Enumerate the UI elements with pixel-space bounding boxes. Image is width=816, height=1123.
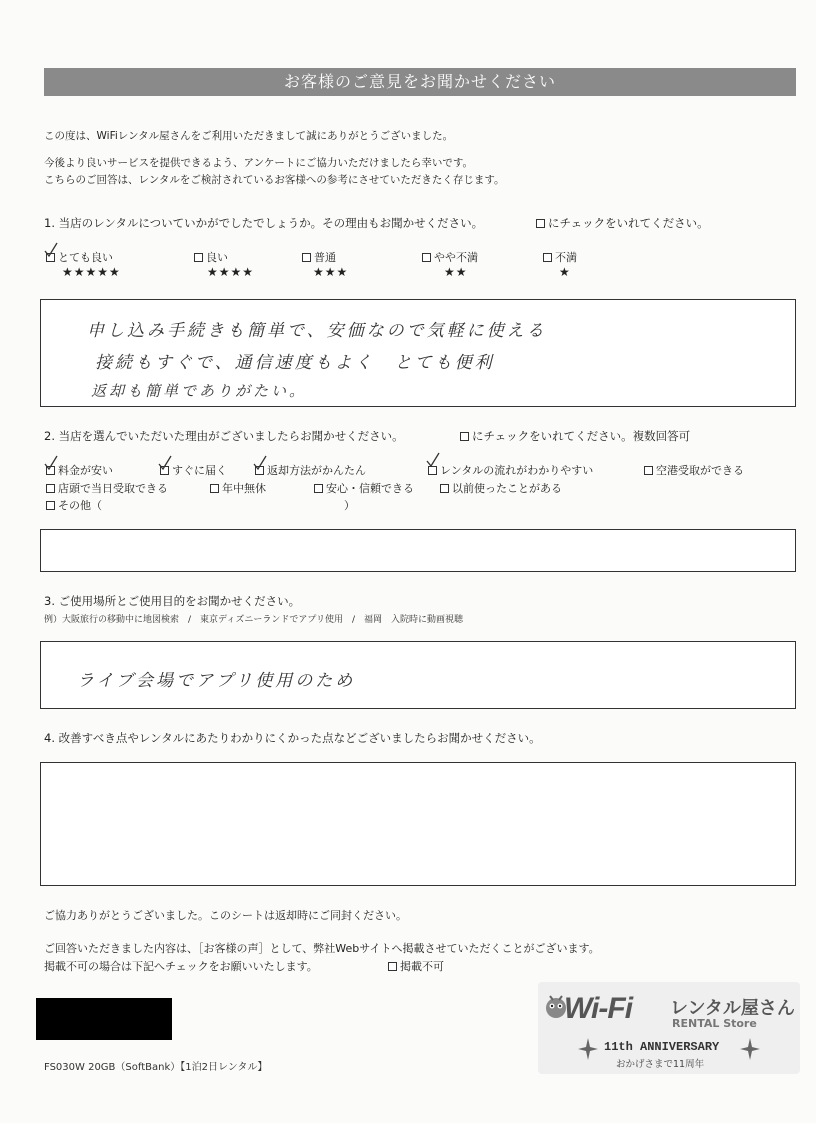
sparkle-icon xyxy=(740,1038,760,1060)
q1-answer-line-3: 返却も簡単でありがたい。 xyxy=(91,382,308,400)
checkbox-icon[interactable] xyxy=(422,253,431,262)
q4-question: 4. 改善すべき点やレンタルにあたりわかりにくかった点などございましたらお聞かせください。 xyxy=(44,731,541,745)
q2-option-open-all-year[interactable]: 年中無休 xyxy=(210,480,266,496)
checkbox-icon xyxy=(536,219,545,228)
q2-option-fast-delivery[interactable]: すぐに届く xyxy=(160,462,227,478)
checkbox-icon[interactable] xyxy=(46,501,55,510)
footer-thanks: ご協力ありがとうございました。このシートは返却時にご同封ください。 xyxy=(44,909,407,922)
redacted-block xyxy=(36,998,172,1040)
footer-notice-2: 掲載不可の場合は下記へチェックをお願いいたします。 xyxy=(44,960,318,973)
q3-answer-box[interactable] xyxy=(40,641,796,709)
checkbox-icon[interactable] xyxy=(543,253,552,262)
q3-question: 3. ご使用場所とご使用目的をお聞かせください。 xyxy=(44,594,301,608)
check-mark-icon xyxy=(44,242,58,258)
product-info: FS030W 20GB（SoftBank）【1泊2日レンタル】 xyxy=(44,1062,268,1073)
logo-wifi-text: Wi-Fi xyxy=(564,992,633,1025)
q3-answer: ライブ会場でアプリ使用のため xyxy=(77,671,356,691)
q1-option-somewhat-unsatisfied[interactable]: やや不満 xyxy=(422,249,478,265)
q1-stars-3: ★★★ xyxy=(313,265,349,279)
check-mark-icon xyxy=(426,452,440,468)
q1-stars-4: ★★★★ xyxy=(207,265,255,279)
q1-option-average[interactable]: 普通 xyxy=(302,249,336,265)
q2-option-reliable[interactable]: 安心・信頼できる xyxy=(314,480,414,496)
q2-option-other[interactable]: その他（ xyxy=(46,497,102,513)
check-mark-icon xyxy=(253,455,267,471)
intro-line-3: こちらのご回答は、レンタルをご検討されているお客様への参考にさせていただきたく存じます。 xyxy=(44,174,505,186)
intro-line-1: この度は、WiFiレンタル屋さんをご利用いただきまして誠にありがとうございました。 xyxy=(44,130,454,142)
q1-answer-line-1: 申し込み手続きも簡単で、安価なので気軽に使える xyxy=(87,321,547,341)
checkbox-icon[interactable] xyxy=(644,466,653,475)
q2-option-easy-return[interactable]: 返却方法がかんたん xyxy=(255,462,366,478)
checkbox-icon[interactable] xyxy=(210,484,219,493)
q2-option-airport-pickup[interactable]: 空港受取ができる xyxy=(644,462,744,478)
logo-anniversary-sub: おかげさまで11周年 xyxy=(616,1059,705,1070)
q2-option-used-before[interactable]: 以前使ったことがある xyxy=(440,480,562,496)
q2-instruction: にチェックをいれてください。複数回答可 xyxy=(460,428,690,444)
check-mark-icon xyxy=(44,455,58,471)
q2-other-answer-box[interactable] xyxy=(40,529,796,572)
footer-notice-1: ご回答いただきました内容は、［お客様の声］として、弊社Webサイトへ掲載させていただくことがございます。 xyxy=(44,942,600,955)
check-mark-icon xyxy=(158,455,172,471)
q1-instruction: にチェックをいれてください。 xyxy=(536,215,709,231)
checkbox-icon[interactable] xyxy=(314,484,323,493)
q1-stars-2: ★★ xyxy=(444,265,468,279)
checkbox-icon[interactable] xyxy=(194,253,203,262)
page-title: お客様のご意見をお聞かせください xyxy=(44,68,796,96)
q1-stars-1: ★ xyxy=(559,265,571,279)
checkbox-icon[interactable] xyxy=(440,484,449,493)
q1-option-unsatisfied[interactable]: 不満 xyxy=(543,249,577,265)
q1-option-good[interactable]: 良い xyxy=(194,249,228,265)
checkbox-icon[interactable] xyxy=(388,962,397,971)
q1-answer-line-2: 接続もすぐで、通信速度もよく とても便利 xyxy=(95,353,495,373)
wifi-rental-logo xyxy=(538,982,800,1074)
logo-rental-text: レンタル屋さん xyxy=(670,998,795,1019)
q2-question: 2. 当店を選んでいただいた理由がございましたらお聞かせください。 xyxy=(44,429,404,443)
checkbox-icon[interactable] xyxy=(302,253,311,262)
q2-other-close-paren: ） xyxy=(344,499,355,512)
q1-question: 1. 当店のレンタルについていかがでしたでしょうか。その理由もお聞かせください。 xyxy=(44,216,484,230)
q1-stars-5: ★★★★★ xyxy=(62,265,121,279)
q1-option-very-good[interactable]: とても良い xyxy=(46,249,113,265)
q2-option-store-same-day[interactable]: 店頭で当日受取できる xyxy=(46,480,168,496)
checkbox-icon xyxy=(460,432,469,441)
no-publish-option[interactable]: 掲載不可 xyxy=(388,958,444,974)
checkbox-icon[interactable] xyxy=(46,484,55,493)
sparkle-icon xyxy=(578,1038,598,1060)
q3-example: 例）大阪旅行の移動中に地図検索 / 東京ディズニーランドでアプリ使用 / 福岡 入院時に動画視聴 xyxy=(44,615,463,625)
intro-line-2: 今後より良いサービスを提供できるよう、アンケートにご協力いただけましたら幸いです。 xyxy=(44,157,474,169)
q4-answer-box[interactable] xyxy=(40,762,796,886)
q2-option-cheap[interactable]: 料金が安い xyxy=(46,462,113,478)
q2-option-easy-flow[interactable]: レンタルの流れがわかりやすい xyxy=(428,462,593,478)
logo-anniversary: 11th ANNIVERSARY xyxy=(604,1040,720,1054)
logo-rental-en-text: RENTAL Store xyxy=(672,1017,757,1030)
q1-answer-box[interactable] xyxy=(40,299,796,407)
